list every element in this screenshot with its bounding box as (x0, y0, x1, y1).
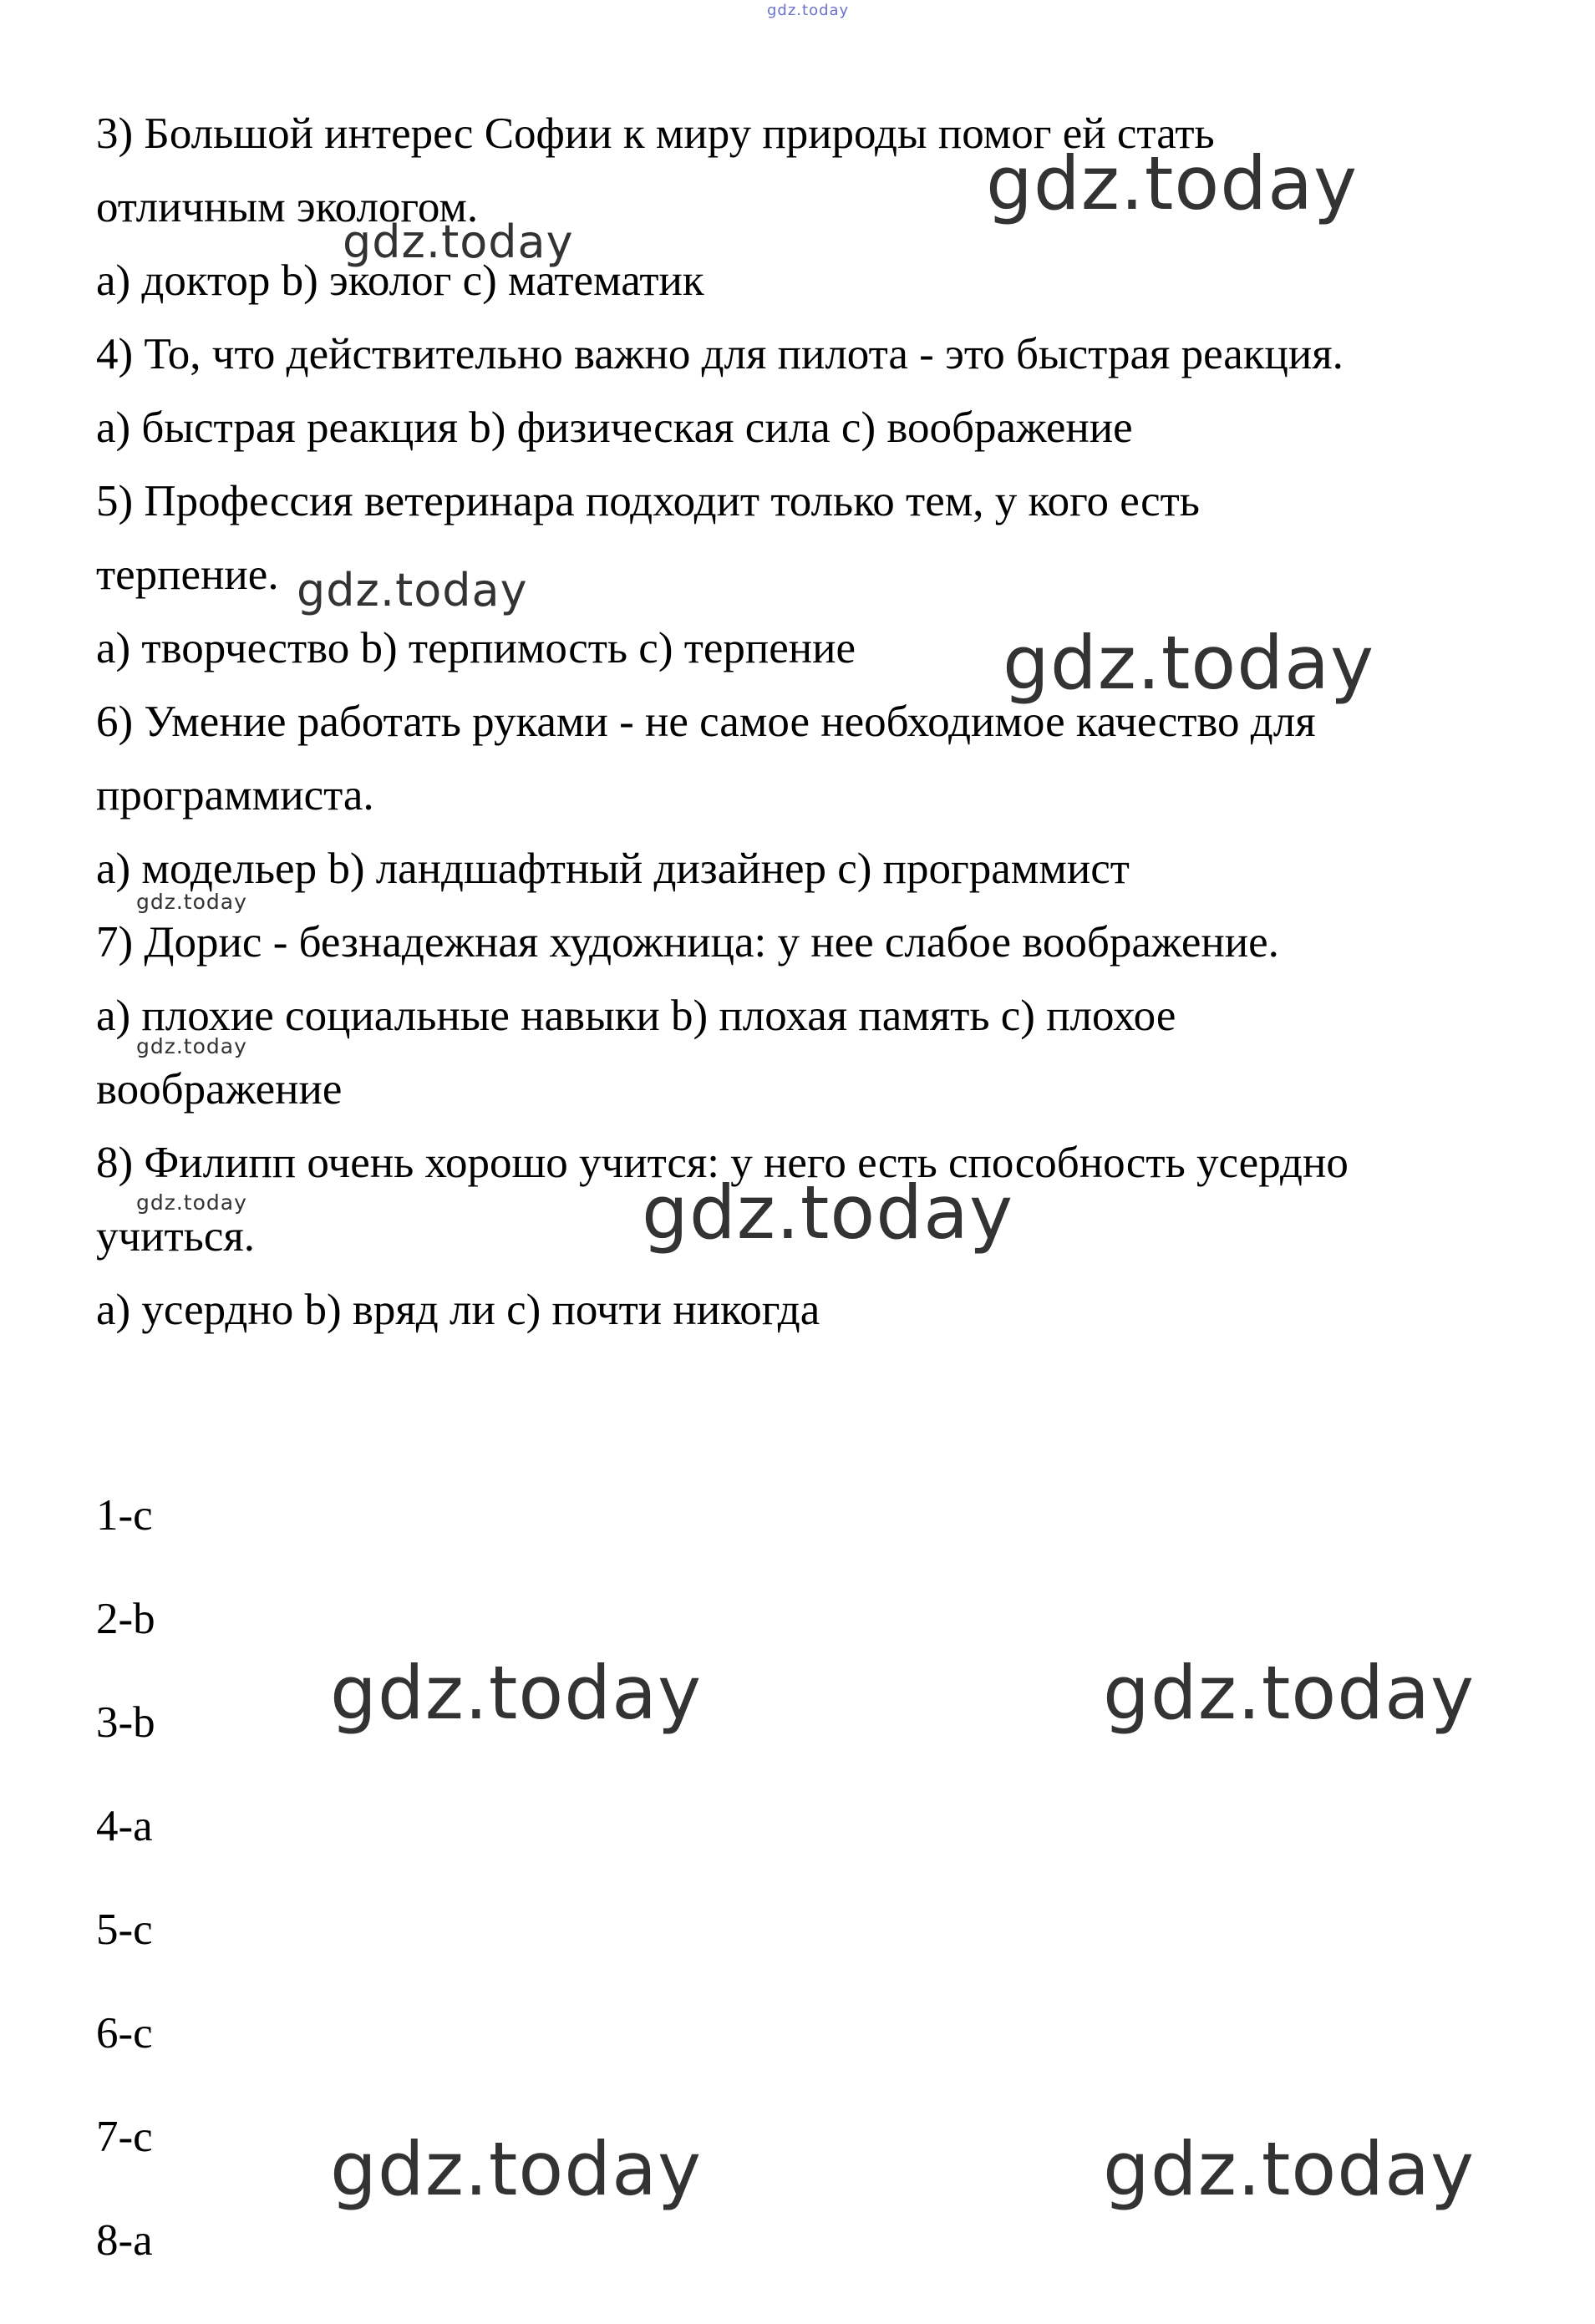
watermark: gdz.today (642, 1170, 1014, 1256)
exercise-line: воображение (96, 1065, 343, 1114)
exercise-line: отличным экологом. (96, 183, 479, 231)
watermark: gdz.today (330, 1650, 703, 1736)
watermark: gdz.today (136, 890, 247, 914)
exercise-line: а) творчество b) терпимость с) терпение (96, 624, 856, 672)
exercise-line: а) усердно b) вряд ли с) почти никогда (96, 1286, 820, 1334)
exercise-line: а) модельер b) ландшафтный дизайнер с) программист (96, 845, 1130, 893)
exercise-line: а) плохие социальные навыки b) плохая память с) плохое (96, 992, 1176, 1040)
exercise-line: учиться. (96, 1212, 256, 1261)
exercise-text (96, 97, 1516, 1347)
watermark: gdz.today (136, 1190, 247, 1215)
watermark-top: gdz.today (767, 2, 850, 19)
watermark: gdz.today (136, 1034, 247, 1058)
exercise-line: терпение. (96, 551, 279, 599)
exercise-line: 3) Большой интерес Софии к миру природы помог ей стать (96, 109, 1215, 158)
watermark: gdz.today (330, 2126, 703, 2212)
exercise-line: программиста. (96, 771, 374, 819)
exercise-line: 7) Дорис - безнадежная художница: у нее слабое воображение. (96, 918, 1279, 967)
exercise-line: а) доктор b) эколог с) математик (96, 256, 704, 305)
watermark: gdz.today (1103, 1650, 1476, 1736)
answer-item: 6-c (96, 2009, 153, 2058)
exercise-line: 5) Профессия ветеринара подходит только тем, у кого есть (96, 477, 1200, 525)
answer-item: 1-c (96, 1491, 153, 1540)
answer-item: 4-a (96, 1802, 153, 1850)
watermark: gdz.today (1003, 620, 1375, 706)
watermark: gdz.today (1103, 2126, 1476, 2212)
exercise-line: 4) То, что действительно важно для пилота - это быстрая реакция. (96, 330, 1344, 378)
answer-list (96, 1464, 347, 2292)
exercise-line: 8) Филипп очень хорошо учится: у него есть способность усердно (96, 1139, 1349, 1187)
answer-item: 5-c (96, 1905, 153, 1954)
watermark: gdz.today (986, 140, 1359, 226)
watermark: gdz.today (343, 216, 574, 268)
answer-item: 3-b (96, 1698, 155, 1747)
watermark: gdz.today (297, 564, 528, 617)
answer-item: 2-b (96, 1595, 155, 1643)
exercise-line: 6) Умение работать руками - не самое необходимое качество для (96, 698, 1316, 746)
answer-item: 7-c (96, 2113, 153, 2161)
answer-item: 8-a (96, 2216, 153, 2265)
exercise-line: а) быстрая реакция b) физическая сила с) воображение (96, 403, 1133, 452)
